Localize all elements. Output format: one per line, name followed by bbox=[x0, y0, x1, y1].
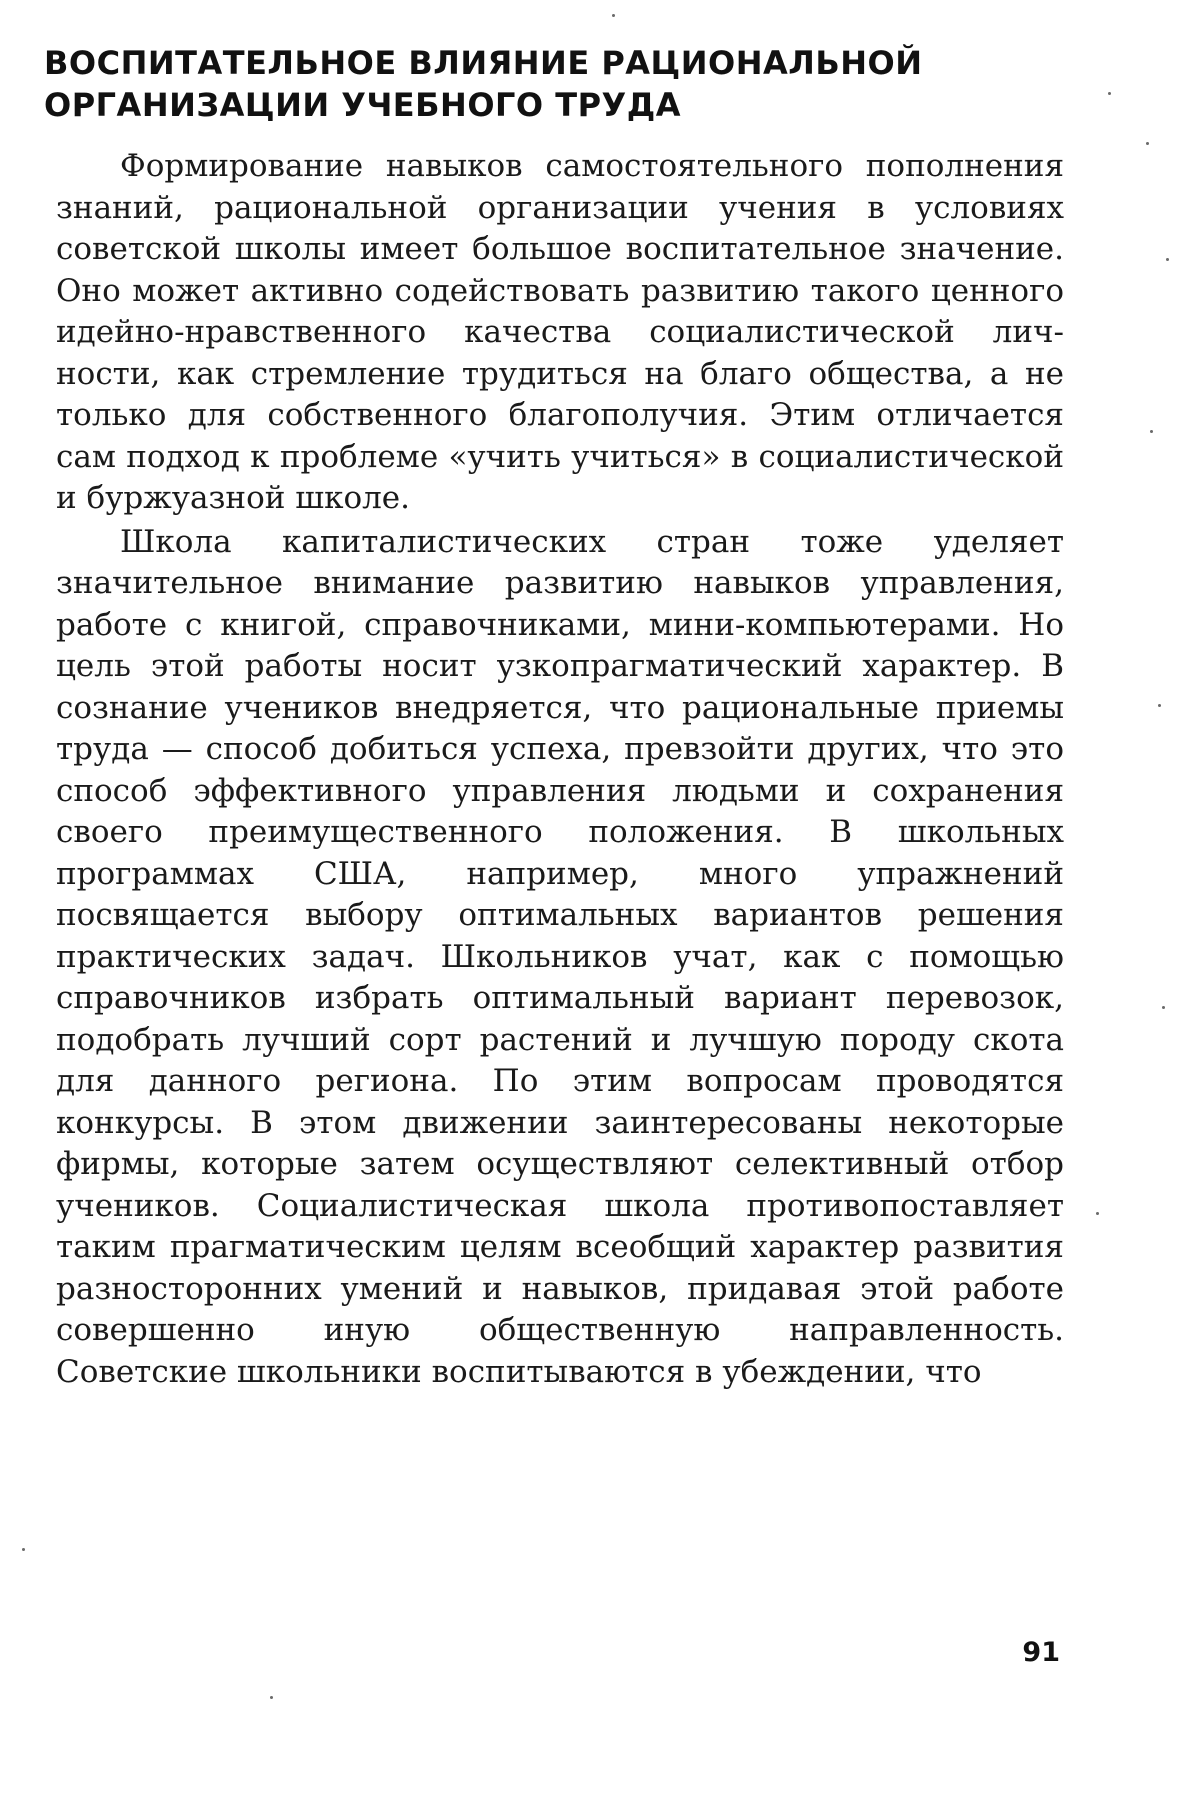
heading-line-2: ОРГАНИЗАЦИИ УЧЕБНОГО ТРУДА bbox=[44, 86, 681, 124]
paragraph-1: Формирование навыков самостоятельного пополнения знаний, рациональной организации учения в условиях советской школы имеет большое воспитательное значение. Оно может активно содействовать развитию такого ценного идейно-нравственного качества социалистической личности, как стремление трудиться на благо общества, а не только для собственного благополучия. Этим отличается сам подход к проблеме «учить учиться» в социалистической и буржуазной школе. bbox=[56, 148, 1064, 516]
page-number: 91 bbox=[1022, 1637, 1060, 1668]
body-text bbox=[56, 146, 1064, 1393]
scan-speck bbox=[1146, 142, 1149, 145]
scan-speck bbox=[612, 14, 615, 17]
paragraph-2: Школа капиталистических стран тоже уделяет значительное внимание развитию навыков управления, работе с книгой, справочниками, мини-компьютерами. Но цель этой работы носит узкопрагматический характер. В сознание учеников внедряется, что рациональные приемы труда — способ добиться успеха, превзойти других, что это способ эффективного управления людьми и сохранения своего преимущественного положения. В школьных программах США, например, много упражнений посвящается выбору оптимальных вариантов решения практических задач. Школьников учат, как с помощью справочников избрать оптимальный вариант перевозок, подобрать лучший сорт растений и лучшую породу скота для данного региона. По этим вопросам проводятся конкурсы. В этом движении заинтересованы некоторые фирмы, которые затем осуществляют селективный отбор учеников. Социалистическая школа противопоставляет таким прагматическим целям всеобщий характер развития разносторонних умений и навыков, придавая этой работе совершенно иную общественную направленность. Советские школьники воспитываются в убеждении, что bbox=[56, 523, 1064, 1390]
heading-line-1: ВОСПИТАТЕЛЬНОЕ ВЛИЯНИЕ РАЦИОНАЛЬНОЙ bbox=[44, 44, 923, 82]
section-heading bbox=[44, 42, 1044, 126]
scan-speck bbox=[1096, 1212, 1099, 1215]
scan-speck bbox=[1162, 1006, 1165, 1009]
scan-speck bbox=[1158, 704, 1161, 707]
scan-speck bbox=[1166, 258, 1169, 261]
scan-speck bbox=[270, 1696, 273, 1699]
scan-speck bbox=[1108, 92, 1111, 95]
scan-speck bbox=[22, 1548, 25, 1551]
scan-speck bbox=[1150, 430, 1153, 433]
